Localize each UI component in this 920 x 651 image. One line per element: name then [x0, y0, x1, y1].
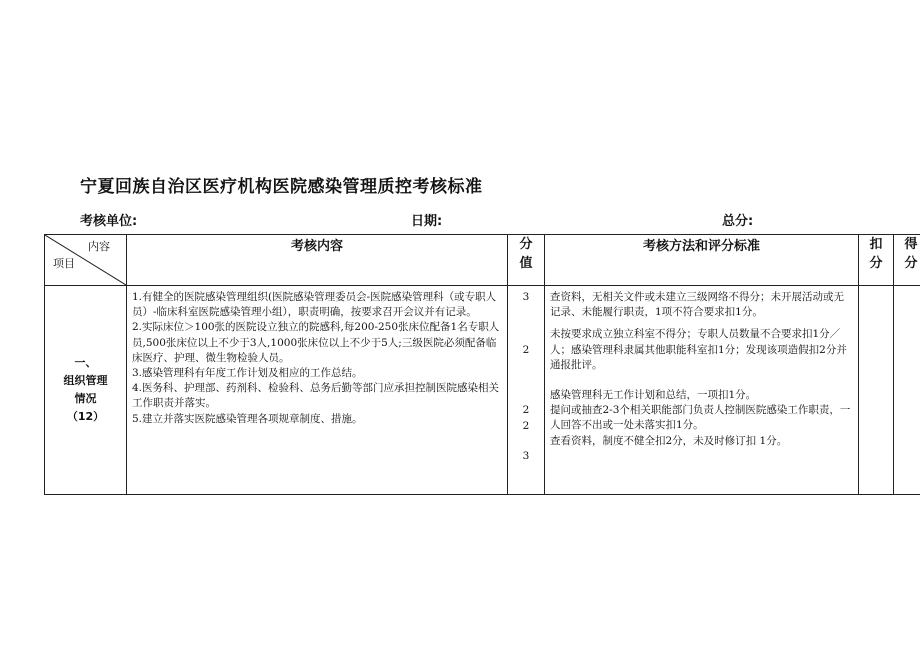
content-entry-5: 5.建立并落实医院感染管理各项规章制度、措施。	[132, 412, 363, 425]
section-item-cell	[45, 286, 127, 495]
method-entry-5: 查看资料，制度不健全扣2分，未及时修订扣 1分。	[550, 434, 788, 447]
header-got-line2: 分	[904, 256, 918, 271]
table-header-row	[45, 235, 920, 286]
header-score-line2: 值	[519, 256, 533, 271]
header-deduct	[859, 235, 894, 286]
section-number: 一、	[74, 356, 97, 369]
section-points: （12）	[66, 410, 105, 423]
content-entry-3: 3.感染管理科有年度工作计划及相应的工作总结。	[132, 367, 363, 380]
assessment-unit-label: 考核单位:	[80, 214, 138, 229]
content-entry-4: 4.医务科、护理部、药剂科、检验科、总务后勤等部门应承担控制医院感染相关工作职责并落实。	[132, 382, 500, 410]
method-entry-3: 感染管理科无工作计划和总结，一项扣1分。	[550, 389, 757, 402]
section-content-cell	[127, 286, 508, 495]
section-name-line2: 情况	[74, 392, 97, 405]
header-deduct-line2: 分	[869, 256, 883, 271]
section-name-line1: 组织管理	[63, 374, 108, 387]
assessment-table	[44, 234, 920, 495]
header-got-line1: 得	[904, 237, 918, 252]
content-entry-2: 2.实际床位＞100张的医院设立独立的院感科,每200-250张床位配备1名专职人员,500张床位以上不少于3人,1000张床位以上不少于5人;三级医院必须配备临床医疗、护理、微生物检验人员。	[132, 321, 500, 364]
header-content-label: 内容	[88, 240, 110, 253]
section-score-cell	[508, 286, 545, 495]
diagonal-header-cell	[45, 235, 127, 286]
header-score	[508, 235, 545, 286]
content-entry-1: 1.有健全的医院感染管理组织(医院感染管理委员会-医院感染管理科（或专职人员）-临床科室医院感染管理小组），职责明确，按要求召开会议并有记录。	[132, 291, 497, 319]
header-deduct-line1: 扣	[869, 237, 883, 252]
score-1: 3	[522, 291, 530, 303]
score-5: 3	[522, 449, 530, 462]
header-content: 考核内容	[127, 235, 508, 286]
method-entry-2: 未按要求成立独立科室不得分；专职人员数量不合要求扣1分／人；感染管理科隶属其他职能科室扣1分；发现该项造假扣2分并通报批评。	[550, 328, 847, 371]
method-entry-4: 提问或抽查2-3个相关职能部门负责人控制医院感染工作职责，一人回答不出或一处未落实扣1分。	[550, 404, 851, 432]
score-2: 2	[522, 343, 530, 356]
header-got	[894, 235, 920, 286]
total-score-label: 总分:	[722, 214, 754, 229]
section-method-cell	[545, 286, 859, 495]
method-entry-1: 查资料，无相关文件或未建立三级网络不得分；未开展活动或无记录、未能履行职责，1项不符合要求扣1分。	[550, 291, 844, 319]
score-4: 2	[522, 419, 530, 432]
header-item-label: 项目	[53, 257, 75, 270]
header-method: 考核方法和评分标准	[545, 235, 859, 286]
table-row	[45, 286, 920, 495]
date-label: 日期:	[411, 214, 443, 229]
score-3: 2	[522, 404, 530, 417]
page-title: 宁夏回族自治区医疗机构医院感染管理质控考核标准	[80, 177, 483, 197]
header-score-line1: 分	[519, 237, 533, 252]
deduct-cell[interactable]	[859, 286, 894, 495]
got-cell[interactable]	[894, 286, 920, 495]
